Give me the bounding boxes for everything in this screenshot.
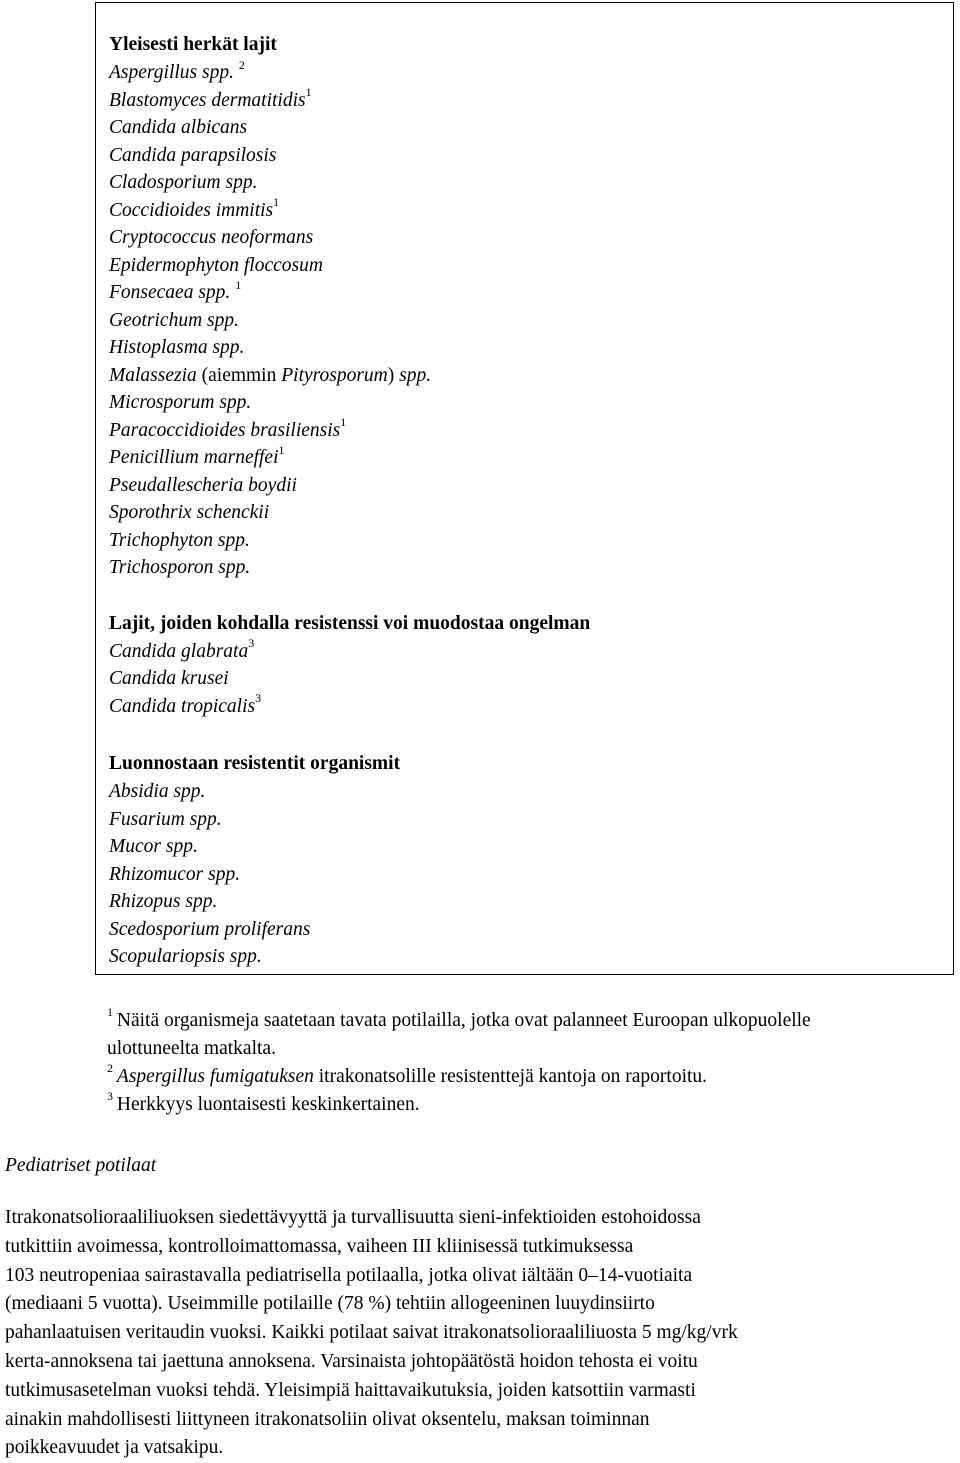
organism-item: Malassezia (aiemmin Pityrosporum) spp. bbox=[109, 364, 432, 386]
organism-item: Coccidioides immitis$^1$ bbox=[109, 195, 280, 221]
organism-item: Cladosporium spp. bbox=[109, 172, 258, 193]
organism-item: Microsporum spp. bbox=[109, 392, 252, 413]
organism-item: Cryptococcus neoformans bbox=[109, 227, 314, 248]
paragraph-line: (mediaani 5 vuotta). Useimmille potilaille (78 %) tehtiin allogeeninen luuydinsiirto bbox=[5, 1293, 655, 1315]
organism-item: Sporothrix schenckii bbox=[109, 502, 270, 523]
organism-item: Penicillium marneffei$^1$ bbox=[109, 442, 285, 468]
paragraph-line: Itrakonatsolioraaliliuoksen siedettävyyttä ja turvallisuutta sieni-infektioiden estohoidossa bbox=[5, 1207, 701, 1228]
organism-item: Geotrichum spp. bbox=[109, 309, 239, 331]
footnote-1 bbox=[107, 1004, 907, 1063]
resistance-problem-list bbox=[109, 638, 943, 721]
organism-item: Candida albicans bbox=[109, 117, 248, 138]
section-heading-intrinsically-resistant: Luonnostaan resistentit organismit bbox=[109, 753, 401, 774]
section-heading-susceptible: Yleisesti herkät lajit bbox=[109, 34, 277, 55]
organism-item: Scedosporium proliferans bbox=[109, 918, 311, 940]
organism-item: Rhizomucor spp. bbox=[109, 863, 241, 885]
organism-item: Fusarium spp. bbox=[109, 808, 222, 830]
paragraph-line: 103 neutropeniaa sairastavalla pediatrisella potilaalla, jotka olivat iältään 0–14-vuotiaita bbox=[5, 1264, 693, 1286]
organism-item: Rhizopus spp. bbox=[109, 891, 218, 912]
organism-item: Mucor spp. bbox=[109, 836, 198, 857]
organism-item: Trichophyton spp. bbox=[109, 529, 250, 551]
footnote-text: itrakonatsolille resistenttejä kantoja on raportoitu. bbox=[313, 1066, 708, 1087]
pediatric-paragraph bbox=[5, 1204, 955, 1463]
paragraph-line: tutkimusasetelman vuoksi tehdä. Yleisimpiä haittavaikutuksia, joiden katsottiin varmasti bbox=[5, 1379, 696, 1401]
pediatric-heading: Pediatriset potilaat bbox=[5, 1155, 157, 1176]
organism-item: Candida glabrata$^3$ bbox=[109, 636, 255, 662]
paragraph-line: tutkittiin avoimessa, kontrolloimattomassa, vaiheen III kliinisessä tutkimuksessa bbox=[5, 1235, 634, 1257]
susceptibility-table-content bbox=[109, 31, 943, 971]
organism-item: Fonsecaea spp. $^1$ bbox=[109, 277, 242, 303]
organism-item: Histoplasma spp. bbox=[109, 337, 245, 358]
organism-item: Pseudallescheria boydii bbox=[109, 474, 297, 496]
organism-item: Absidia spp. bbox=[109, 781, 206, 802]
footnote-marker: 3 bbox=[107, 1088, 113, 1103]
footnote-3 bbox=[107, 1088, 907, 1119]
organism-item: Trichosporon spp. bbox=[109, 557, 251, 578]
footnote-2 bbox=[107, 1060, 907, 1091]
footnote-italic-text: Aspergillus fumigatuksen bbox=[116, 1066, 314, 1087]
organism-item: Aspergillus spp. $^2$ bbox=[109, 57, 245, 83]
footnote-marker: 2 bbox=[107, 1060, 113, 1075]
intrinsically-resistant-list bbox=[109, 778, 943, 971]
organism-item: Candida tropicalis$^3$ bbox=[109, 691, 262, 717]
paragraph-line: poikkeavuudet ja vatsakipu. bbox=[5, 1437, 224, 1459]
paragraph-line: pahanlaatuisen veritaudin vuoksi. Kaikki potilaat saivat itrakonatsolioraaliliuosta 5 mg/kg/vrk bbox=[5, 1322, 738, 1344]
organism-item: Blastomyces dermatitidis$^1$ bbox=[109, 85, 312, 111]
paragraph-line: ainakin mahdollisesti liittyneen itrakonatsoliin olivat oksentelu, maksan toiminnan bbox=[5, 1408, 650, 1430]
susceptible-list bbox=[109, 59, 943, 582]
footnote-text: Herkkyys luontaisesti keskinkertainen. bbox=[116, 1094, 420, 1115]
organism-item: Candida krusei bbox=[109, 668, 229, 689]
section-spacer bbox=[109, 720, 943, 750]
organism-item: Epidermophyton floccosum bbox=[109, 254, 323, 276]
susceptibility-table bbox=[95, 2, 954, 975]
footnote-marker: 1 bbox=[107, 1004, 113, 1019]
footnotes bbox=[107, 1004, 907, 1119]
organism-item: Scopulariopsis spp. bbox=[109, 946, 262, 967]
organism-item: Paracoccidioides brasiliensis$^1$ bbox=[109, 415, 347, 441]
section-spacer bbox=[109, 582, 943, 610]
section-heading-resistance-problem: Lajit, joiden kohdalla resistenssi voi muodostaa ongelman bbox=[109, 612, 591, 634]
paragraph-line: kerta-annoksena tai jaettuna annoksena. Varsinaista johtopäätöstä hoidon tehosta ei voitu bbox=[5, 1350, 698, 1372]
footnote-text: Näitä organismeja saatetaan tavata potilailla, jotka ovat palanneet Euroopan ulkopuolelle ulottuneelta matkalta. bbox=[107, 1010, 811, 1059]
organism-item: Candida parapsilosis bbox=[109, 144, 277, 166]
